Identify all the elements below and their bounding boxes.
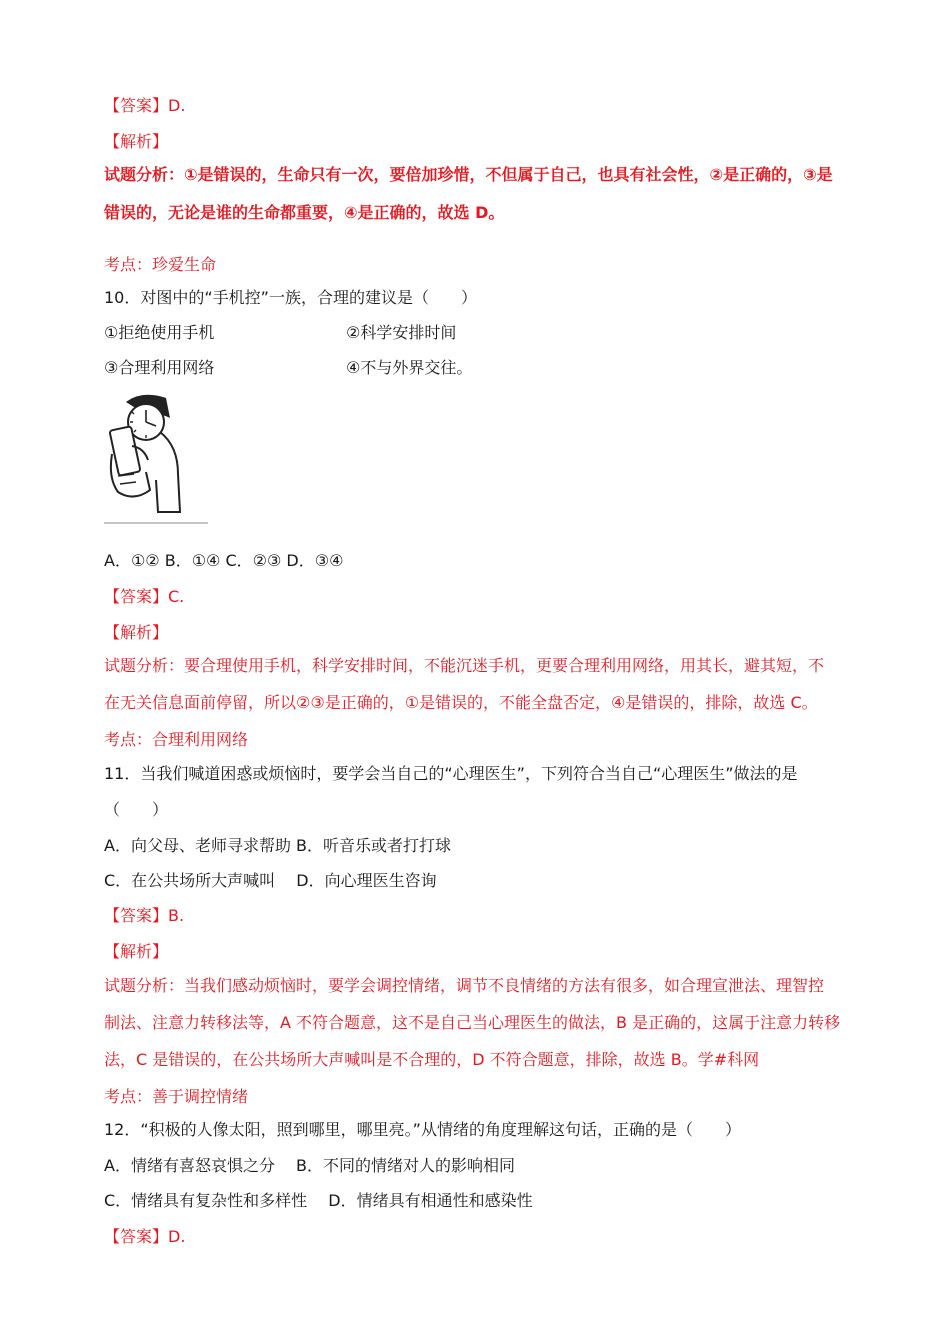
q9-analysis-line-1: 试题分析：①是错误的，生命只有一次，要倍加珍惜，不但属于自己，也具有社会性，②是正确的，③是 xyxy=(104,165,833,184)
q11-answer: 【答案】B. xyxy=(104,906,185,925)
q9-answer: 【答案】D. xyxy=(104,96,186,115)
q11-kaodian: 考点：善于调控情绪 xyxy=(104,1087,249,1106)
q10-option-4: ④不与外界交往。 xyxy=(346,358,473,377)
q11-stem-line-1: 11．当我们喊道困惑或烦恼时，要学会当自己的“心理医生”，下列符合当自己“心理医生”做法的是 xyxy=(104,764,798,783)
q10-stem: 10．对图中的“手机控”一族，合理的建议是（ ） xyxy=(104,288,477,307)
phone-addict-illustration xyxy=(104,388,208,524)
q10-options-row-1 xyxy=(104,322,604,344)
q11-choices-line-1: A．向父母、老师寻求帮助 B．听音乐或者打打球 xyxy=(104,836,452,855)
q12-choices-line-1: A．情绪有喜怒哀惧之分 B．不同的情绪对人的影响相同 xyxy=(104,1156,516,1175)
q11-stem-line-2: （ ） xyxy=(104,800,169,819)
q12-answer: 【答案】D. xyxy=(104,1227,186,1246)
q9-analysis-line-2: 错误的，无论是谁的生命都重要，④是正确的，故选 D。 xyxy=(104,203,505,222)
q10-analysis-line-1: 试题分析：要合理使用手机，科学安排时间，不能沉迷手机，更要合理利用网络，用其长，避其短，不 xyxy=(104,656,825,675)
q11-analysis-line-2: 制法、注意力转移法等，A 不符合题意，这不是自己当心理医生的做法，B 是正确的，这属于注意力转移 xyxy=(104,1013,841,1032)
q10-option-1: ①拒绝使用手机 xyxy=(104,323,215,342)
q12-choices-line-2: C．情绪具有复杂性和多样性 D．情绪具有相通性和感染性 xyxy=(104,1191,533,1210)
q10-kaodian: 考点：合理利用网络 xyxy=(104,730,249,749)
q9-analysis-label: 【解析】 xyxy=(104,132,169,151)
q10-option-2: ②科学安排时间 xyxy=(346,323,457,342)
q11-analysis-label: 【解析】 xyxy=(104,942,169,961)
q10-answer: 【答案】C. xyxy=(104,587,185,606)
q10-option-3: ③合理利用网络 xyxy=(104,358,215,377)
q9-kaodian: 考点：珍爱生命 xyxy=(104,255,217,274)
q10-analysis-label: 【解析】 xyxy=(104,623,169,642)
q11-choices-line-2: C．在公共场所大声喊叫 D．向心理医生咨询 xyxy=(104,871,437,890)
q10-options-row-2 xyxy=(104,357,604,379)
q10-choices: A．①② B．①④ C．②③ D．③④ xyxy=(104,551,344,570)
q12-stem: 12．“积极的人像太阳，照到哪里，哪里亮。”从情绪的角度理解这句话，正确的是（ ） xyxy=(104,1120,741,1139)
q10-analysis-line-2: 在无关信息面前停留，所以②③是正确的，①是错误的，不能全盘否定，④是错误的，排除，故选 C。 xyxy=(104,693,818,712)
q11-analysis-line-1: 试题分析：当我们感动烦恼时，要学会调控情绪，调节不良情绪的方法有很多，如合理宣泄法、理智控 xyxy=(104,976,825,995)
q11-analysis-line-3: 法，C 是错误的，在公共场所大声喊叫是不合理的，D 不符合题意，排除，故选 B。学#科网 xyxy=(104,1050,760,1069)
